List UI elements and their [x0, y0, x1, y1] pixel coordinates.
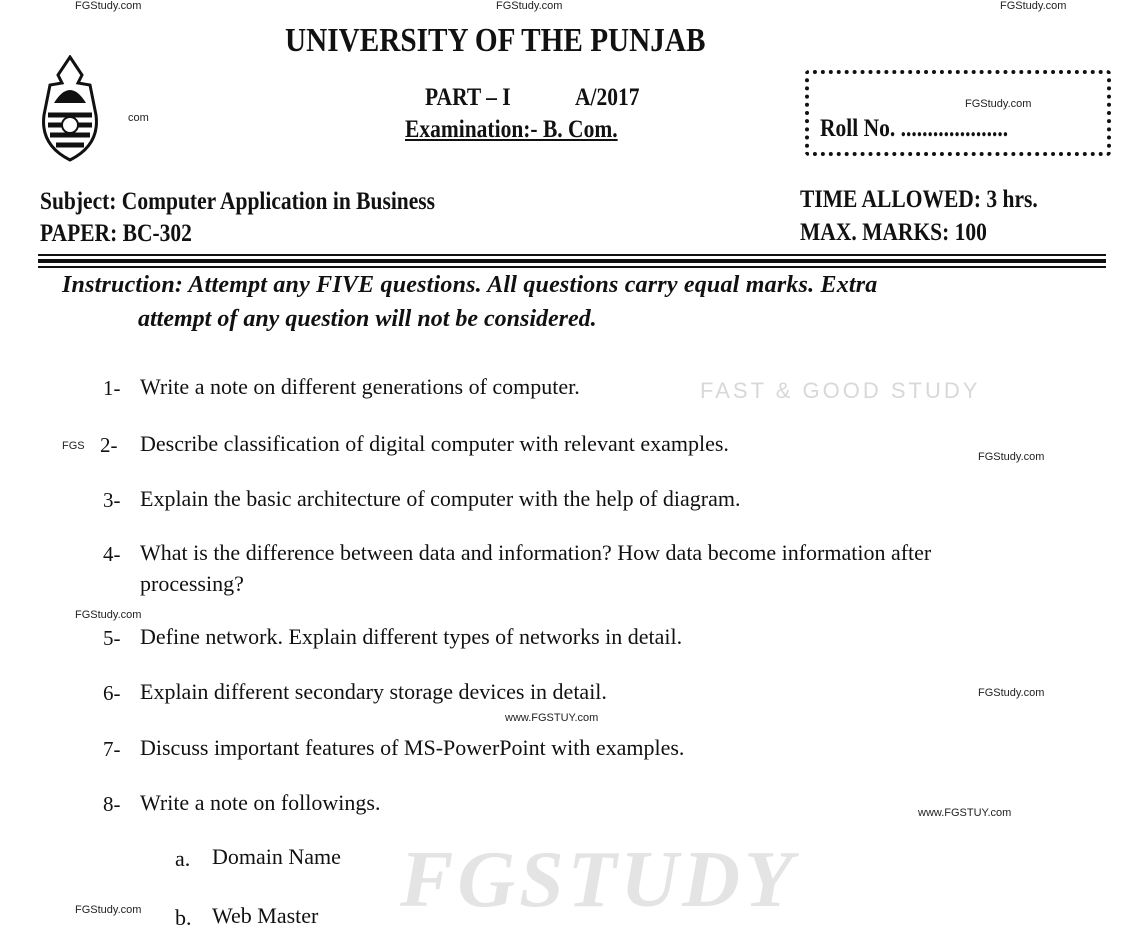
roll-number-field: Roll No. ....................: [820, 115, 1009, 142]
question-text: Define network. Explain different types of networks in detail.: [140, 624, 683, 649]
question-number: 6-: [103, 681, 121, 705]
part-label: PART – I: [425, 84, 511, 111]
watermark-tagline: FAST & GOOD STUDY: [700, 378, 981, 403]
question-text: Write a note on different generations of computer.: [140, 374, 580, 399]
question-text: What is the difference between data and information? How data become information after: [140, 540, 932, 565]
watermark: FGStudy.com: [75, 0, 142, 12]
question-number: 3-: [103, 488, 121, 512]
watermark: FGStudy.com: [496, 0, 563, 12]
watermark: com: [128, 112, 149, 124]
examination-label: Examination:- B. Com.: [405, 116, 618, 143]
watermark-logo: FGSTUDY: [400, 836, 797, 924]
question-number: 1-: [103, 376, 121, 400]
paper-code: PAPER: BC-302: [40, 220, 192, 247]
divider: [38, 254, 1106, 256]
watermark: FGStudy.com: [75, 609, 142, 621]
divider: [38, 259, 1106, 263]
watermark: FGStudy.com: [75, 904, 142, 916]
question-text: Discuss important features of MS-PowerPoint with examples.: [140, 735, 685, 760]
question-number: 4-: [103, 542, 121, 566]
question-text: Explain different secondary storage devices in detail.: [140, 679, 607, 704]
instruction-line-2: attempt of any question will not be considered.: [138, 306, 597, 332]
roll-number-box: [805, 70, 1111, 156]
question-text: Describe classification of digital computer with relevant examples.: [140, 431, 729, 456]
university-crest-icon: [30, 55, 110, 165]
watermark: FGStudy.com: [1000, 0, 1067, 12]
watermark: FGStudy.com: [965, 98, 1032, 110]
instruction-line-1: Instruction: Attempt any FIVE questions. All questions carry equal marks. Extra: [62, 272, 878, 298]
watermark: FGStudy.com: [978, 451, 1045, 463]
university-title: UNIVERSITY OF THE PUNJAB: [285, 22, 706, 59]
max-marks: MAX. MARKS: 100: [800, 219, 987, 246]
watermark: www.FGSTUY.com: [505, 712, 599, 724]
watermark: www.FGSTUY.com: [918, 807, 1012, 819]
subitem-text: Web Master: [212, 903, 319, 928]
time-allowed: TIME ALLOWED: 3 hrs.: [800, 186, 1038, 213]
question-text: Write a note on followings.: [140, 790, 381, 815]
subitem-label: b.: [175, 905, 192, 930]
question-number: 5-: [103, 626, 121, 650]
question-number: 2-: [100, 433, 118, 457]
session-label: A/2017: [575, 84, 640, 111]
subitem-text: Domain Name: [212, 844, 341, 869]
subitem-label: a.: [175, 846, 191, 871]
divider: [38, 266, 1106, 268]
question-number: 7-: [103, 737, 121, 761]
watermark: FGS: [62, 440, 85, 452]
subject-label: Subject: Computer Application in Business: [40, 188, 436, 215]
watermark: FGStudy.com: [978, 687, 1045, 699]
question-number: 8-: [103, 792, 121, 816]
question-text-continued: processing?: [140, 571, 244, 596]
question-text: Explain the basic architecture of computer with the help of diagram.: [140, 486, 741, 511]
